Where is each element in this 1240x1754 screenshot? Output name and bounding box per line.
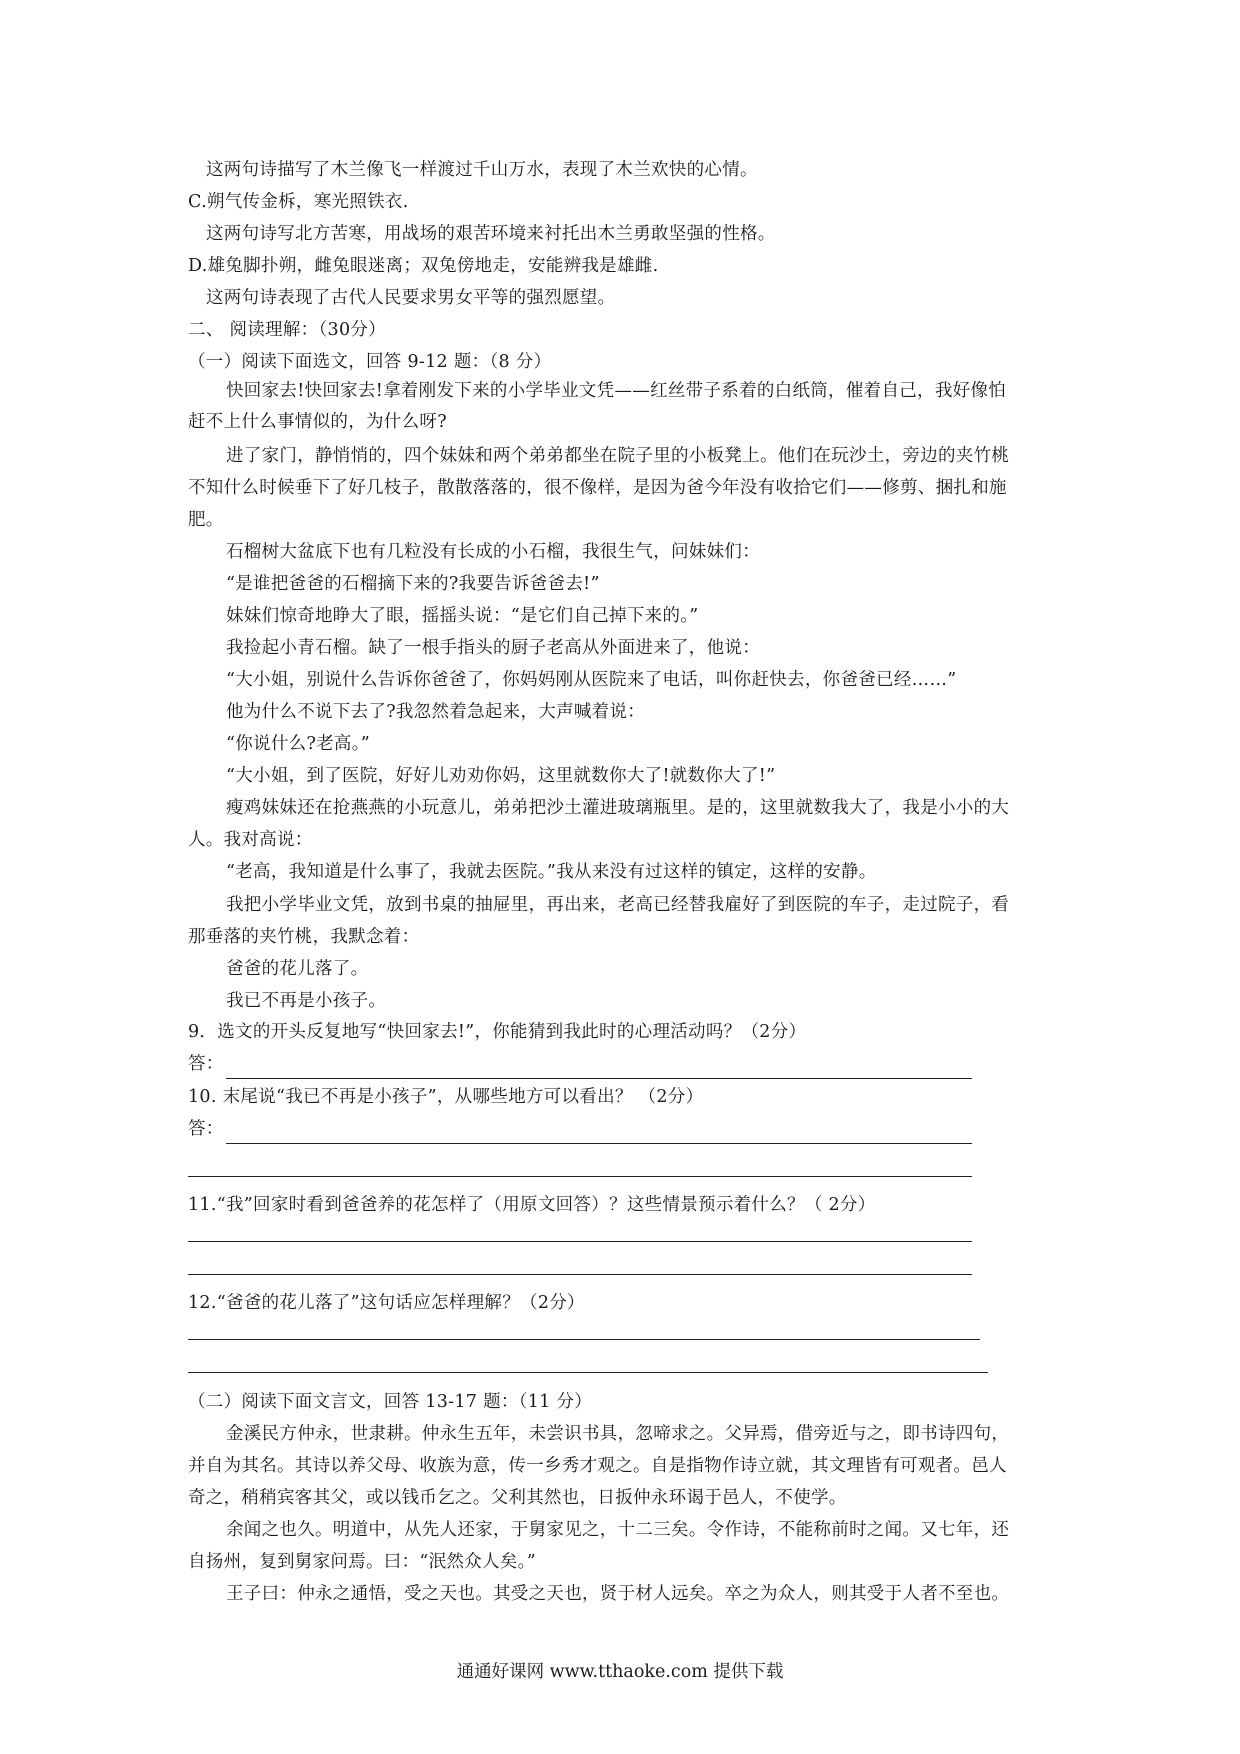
passage-line: 那垂落的夹竹桃，我默念着： xyxy=(188,927,420,947)
explain-b: 这两句诗描写了木兰像飞一样渡过千山万水，表现了木兰欢快的心情。 xyxy=(206,160,758,180)
explain-c: 这两句诗写北方苦寒，用战场的艰苦环境来衬托出木兰勇敢坚强的性格。 xyxy=(206,224,776,244)
classical-line: 金溪民方仲永，世隶耕。仲永生五年，未尝识书具，忽啼求之。父异焉，借旁近与之，即书诗四句， xyxy=(226,1424,1010,1444)
passage-line: 瘦鸡妹妹还在抢燕燕的小玩意儿，弟弟把沙土灌进玻璃瓶里。是的，这里就数我大了，我是小小的大 xyxy=(226,798,1010,818)
answer-line-10a[interactable] xyxy=(226,1143,972,1144)
part2-heading: （二）阅读下面文言文，回答 13-17 题：（11 分） xyxy=(188,1392,593,1412)
part1-heading: （一）阅读下面选文，回答 9-12 题：（8 分） xyxy=(188,352,552,372)
section-heading: 二、 阅读理解：（30分） xyxy=(188,320,386,340)
page-footer: 通通好课网 www.tthaoke.com 提供下载 xyxy=(456,1662,784,1682)
option-c: C.朔气传金柝，寒光照铁衣. xyxy=(188,192,409,212)
answer-label-9: 答： xyxy=(188,1054,224,1074)
passage-line: 我捡起小青石榴。缺了一根手指头的厨子老高从外面进来了，他说： xyxy=(226,638,760,658)
passage-line: 不知什么时候垂下了好几枝子，散散落落的，很不像样，是因为爸今年没有收拾它们——修剪、捆扎和施 xyxy=(188,478,1007,498)
question-12: 12.“爸爸的花儿落了”这句话应怎样理解？（2分） xyxy=(188,1293,585,1313)
passage-line: 他为什么不说下去了?我忽然着急起来，大声喊着说： xyxy=(226,702,646,722)
explain-d: 这两句诗表现了古代人民要求男女平等的强烈愿望。 xyxy=(206,288,616,308)
classical-line: 并自为其名。其诗以养父母、收族为意，传一乡秀才观之。自是指物作诗立就，其文理皆有可观者。邑人 xyxy=(188,1456,1007,1476)
passage-line: “你说什么?老高。” xyxy=(226,734,371,754)
passage-line: 肥。 xyxy=(188,510,224,530)
passage-line: 快回家去!快回家去!拿着刚发下来的小学毕业文凭——红丝带子系着的白纸筒，催着自己，我好像怕 xyxy=(226,381,1007,401)
passage-line: 人。我对高说： xyxy=(188,830,313,850)
passage-line: 我把小学毕业文凭，放到书桌的抽屉里，再出来，老高已经替我雇好了到医院的车子，走过院子，看 xyxy=(226,895,1010,915)
passage-line: 进了家门，静悄悄的，四个妹妹和两个弟弟都坐在院子里的小板凳上。他们在玩沙土，旁边的夹竹桃 xyxy=(226,446,1010,466)
passage-line: “是谁把爸爸的石榴摘下来的?我要告诉爸爸去!” xyxy=(226,574,600,594)
passage-line: 妹妹们惊奇地睁大了眼，摇摇头说：“是它们自己掉下来的。” xyxy=(226,606,699,626)
passage-line: “大小姐，到了医院，好好儿劝劝你妈，这里就数你大了!就数你大了!” xyxy=(226,766,776,786)
answer-line-12a[interactable] xyxy=(188,1339,980,1340)
question-9: 9．选文的开头反复地写“快回家去!”，你能猜到我此时的心理活动吗？（2分） xyxy=(188,1022,807,1042)
classical-line: 王子曰：仲永之通悟，受之天也。其受之天也，贤于材人远矣。卒之为众人，则其受于人者不至也。 xyxy=(226,1584,1010,1604)
question-11: 11.“我”回家时看到爸爸养的花怎样了（用原文回答）？这些情景预示着什么？（ 2分） xyxy=(188,1195,876,1215)
passage-line: 赶不上什么事情似的，为什么呀? xyxy=(188,412,447,432)
classical-line: 奇之，稍稍宾客其父，或以钱币乞之。父利其然也，日扳仲永环谒于邑人，不使学。 xyxy=(188,1488,847,1508)
answer-line-11b[interactable] xyxy=(188,1274,972,1275)
question-10: 10. 末尾说“我已不再是小孩子”，从哪些地方可以看出？ （2分） xyxy=(188,1087,704,1107)
passage-line: “大小姐，别说什么告诉你爸爸了，你妈妈刚从医院来了电话，叫你赶快去，你爸爸已经……” xyxy=(226,670,957,690)
answer-line-9[interactable] xyxy=(226,1078,972,1079)
passage-line: “老高，我知道是什么事了，我就去医院。”我从来没有过这样的镇定，这样的安静。 xyxy=(226,862,877,882)
passage-line: 我已不再是小孩子。 xyxy=(226,991,387,1011)
answer-line-10b[interactable] xyxy=(188,1176,972,1177)
option-d: D.雄兔脚扑朔，雌兔眼迷离；双兔傍地走，安能辨我是雄雌. xyxy=(188,256,659,276)
answer-line-12b[interactable] xyxy=(188,1372,988,1373)
passage-line: 石榴树大盆底下也有几粒没有长成的小石榴，我很生气，问妹妹们： xyxy=(226,542,760,562)
answer-line-11a[interactable] xyxy=(188,1241,972,1242)
classical-line: 余闻之也久。明道中，从先人还家，于舅家见之，十二三矣。令作诗，不能称前时之闻。又七年，还 xyxy=(226,1520,1010,1540)
passage-line: 爸爸的花儿落了。 xyxy=(226,959,369,979)
classical-line: 自扬州，复到舅家问焉。曰：“泯然众人矣。” xyxy=(188,1552,536,1572)
answer-label-10: 答： xyxy=(188,1119,224,1139)
